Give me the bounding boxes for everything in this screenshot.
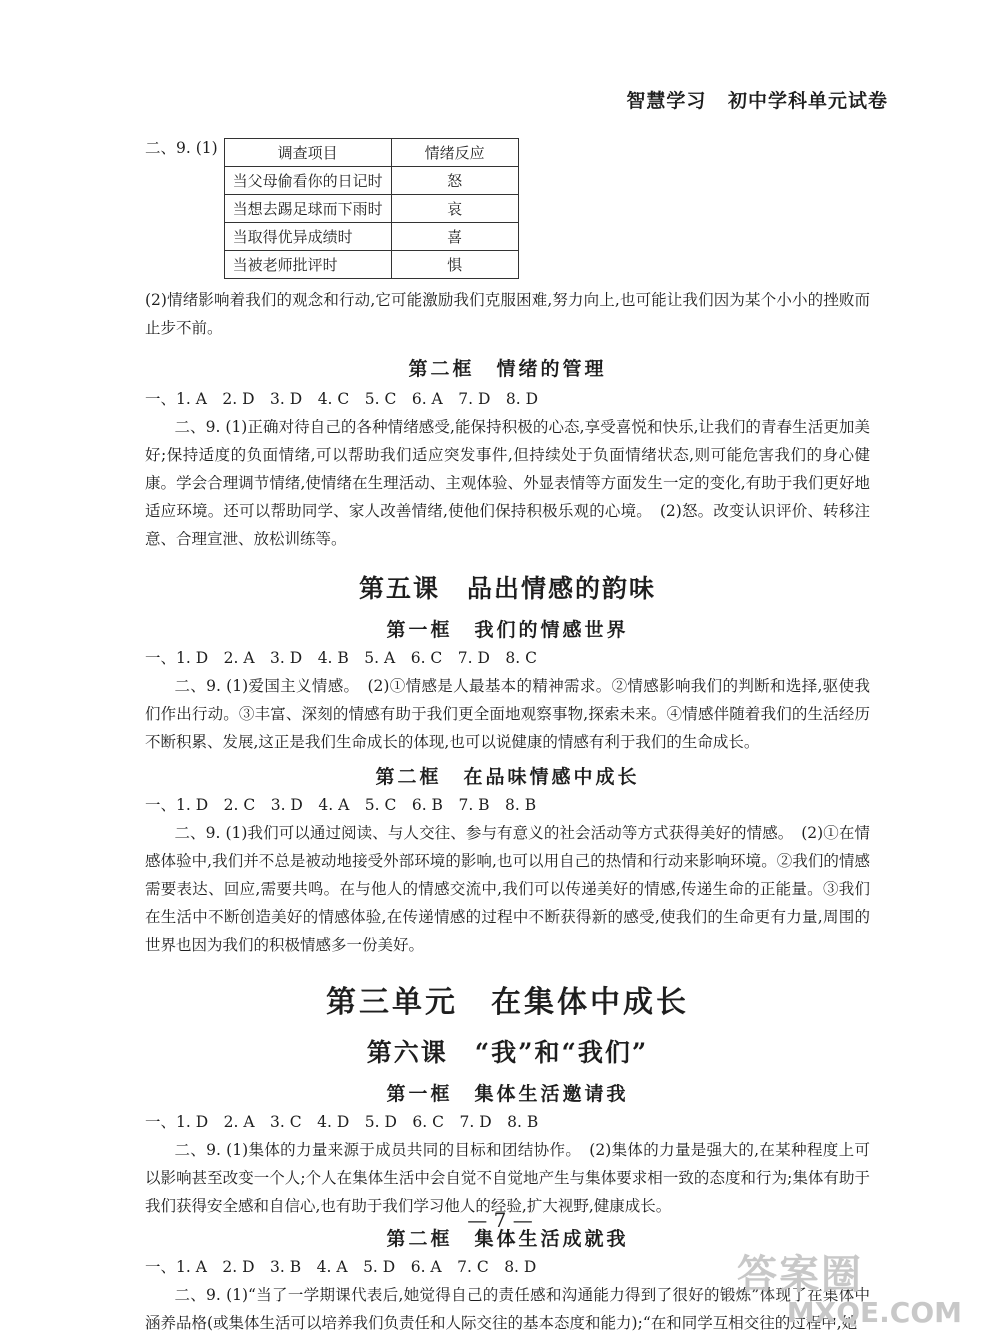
table-header-row (224, 139, 518, 167)
site-watermark (737, 1252, 962, 1329)
table-cell: 喜 (391, 223, 518, 251)
table-cell: 当想去踢足球而下雨时 (224, 195, 391, 223)
table-row (224, 167, 518, 195)
table-cell: 当取得优异成绩时 (224, 223, 391, 251)
paragraph-emotion-influence: (2)情绪影响着我们的观念和行动,它可能激励我们克服困难,努力向上,也可能让我们因为某个小小的挫败而止步不前。 (145, 291, 870, 337)
section-title: 第二框 在品味情感中成长 (375, 766, 640, 788)
watermark-url: MXQE.COM (786, 1296, 962, 1329)
section-title: 第一框 集体生活邀请我 (386, 1083, 629, 1105)
lesson-title: 第六课 “我”和“我们” (366, 1038, 649, 1067)
answer-paragraph: 二、9. (1)集体的力量来源于成员共同的目标和团结协作。 (2)集体的力量是强大的,在某种程度上可以影响甚至改变一个人;个人在集体生活中会自觉不自觉地产生与集体要求相一致的态度和行为;集体有助于我们获得安全感和自信心,也有助于我们学习他人的经验,扩大视野,健康成长。 (145, 1141, 870, 1215)
answer-paragraph: 二、9. (1)我们可以通过阅读、与人交往、参与有意义的社会活动等方式获得美好的情感。 (2)①在情感体验中,我们并不总是被动地接受外部环境的影响,也可以用自己的热情和行动来影响环境。②我们的情感需要表达、回应,需要共鸣。在与他人的情感交流中,我们可以传递美好的情感,传递生命的正能量。③我们在生活中不断创造美好的情感体验,在传递情感的过程中不断获得新的感受,使我们的生命更有力量,周围的世界也因为我们的积极情感多一份美好。 (145, 824, 870, 954)
choice-answers: 一、1. D 2. C 3. D 4. A 5. C 6. B 7. B 8. B (145, 796, 537, 814)
section-title: 第二框 情绪的管理 (408, 358, 607, 380)
answer-paragraph: 二、9. (1)爱国主义情感。 (2)①情感是人最基本的精神需求。②情感影响我们的判断和选择,驱使我们作出行动。③丰富、深刻的情感有助于我们更全面地观察事物,探索未来。④情感伴随着我们的生活经历不断积累、发展,这正是我们生命成长的体现,也可以说健康的情感有利于我们的生命成长。 (145, 677, 870, 751)
table-row (224, 195, 518, 223)
answer-paragraph: 二、9. (1)“当了一学期课代表后,她觉得自己的责任感和沟通能力得到了很好的锻炼”体现了在集体中涵养品格(或集体生活可以培养我们负责任和人际交往的基本态度和能力);“在和同学互相交往的过程中,她 (145, 1286, 870, 1332)
header-title: 初中学科单元试卷 (727, 90, 888, 112)
choice-answers: 一、1. A 2. D 3. D 4. C 5. C 6. A 7. D 8. D (145, 390, 539, 408)
question-label: 二、9. (1) (145, 139, 218, 157)
choice-answers: 一、1. D 2. A 3. D 4. B 5. A 6. C 7. D 8. C (145, 649, 538, 667)
page-number: — 7 — (467, 1208, 533, 1232)
section-title: 第二框 集体生活成就我 (386, 1228, 629, 1250)
watermark-logo-text: 答案圈 (737, 1252, 863, 1298)
table-cell: 当父母偷看你的日记时 (224, 167, 391, 195)
answer-content (145, 286, 870, 1337)
section-title: 第一框 我们的情感世界 (386, 619, 629, 641)
question-9-table-block (145, 134, 519, 279)
table-cell: 惧 (391, 251, 518, 279)
unit-title: 第三单元 在集体中成长 (326, 985, 689, 1020)
answer-paragraph: 二、9. (1)正确对待自己的各种情绪感受,能保持积极的心态,享受喜悦和快乐,让我们的青春生活更加美好;保持适度的负面情绪,可以帮助我们适应突发事件,但持续处于负面情绪状态,则可能危害我们的身心健康。学会合理调节情绪,使情绪在生理活动、主观体验、外显表情等方面发生一定的变化,有助于我们更好地适应环境。还可以帮助同学、家人改善情绪,使他们保持积极乐观的心境。 (2)怒。改变认识评价、转移注意、合理宣泄、放松训练等。 (145, 418, 870, 548)
table-header-cell: 情绪反应 (391, 139, 518, 167)
table-row (224, 251, 518, 279)
table-header-cell: 调查项目 (224, 139, 391, 167)
emotion-survey-table (224, 138, 519, 279)
table-row (224, 223, 518, 251)
header-series: 智慧学习 (626, 90, 707, 112)
table-cell: 当被老师批评时 (224, 251, 391, 279)
table-cell: 怒 (391, 167, 518, 195)
lesson-title: 第五课 品出情感的韵味 (358, 574, 656, 603)
choice-answers: 一、1. A 2. D 3. B 4. A 5. D 6. A 7. C 8. D (145, 1258, 537, 1276)
table-cell: 哀 (391, 195, 518, 223)
running-header (626, 86, 888, 113)
choice-answers: 一、1. D 2. A 3. C 4. D 5. D 6. C 7. D 8. B (145, 1113, 539, 1131)
